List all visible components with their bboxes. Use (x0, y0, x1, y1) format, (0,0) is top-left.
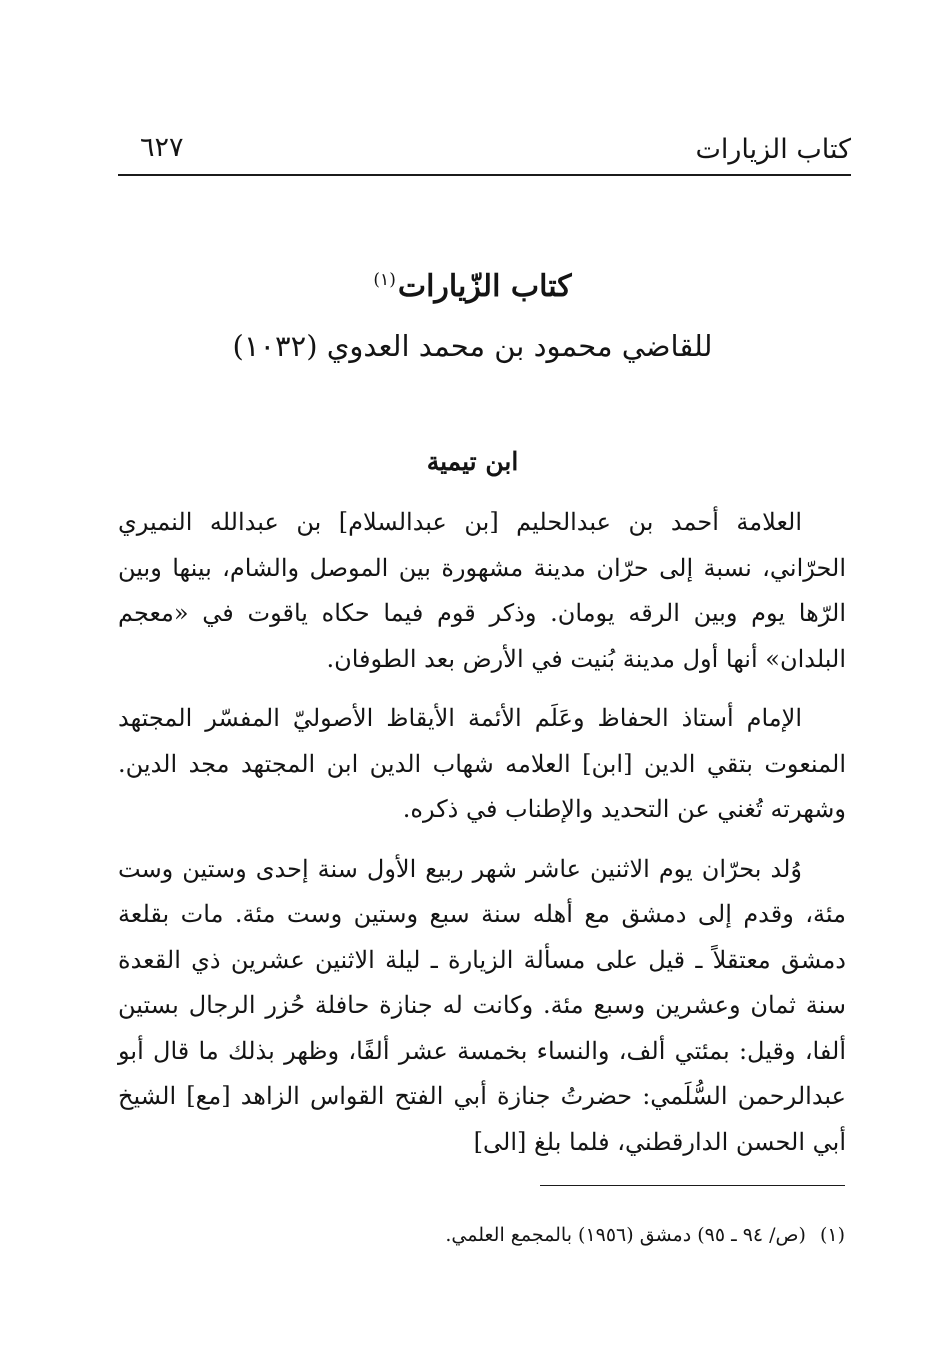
running-header (118, 128, 851, 176)
paragraph: الإمام أستاذ الحفاظ وعَلَم الأئمة الأيقاظ الأصوليّ المفسّر المجتهد المنعوت بتقي الدين [ابن] العلامه شهاب الدين ابن المجتهد مجد الدين. وشهرته تُغني عن التحديد والإطناب في ذكره. (118, 704, 846, 823)
section-heading: ابن تيمية (426, 447, 519, 476)
footnote-marker: (١) (819, 1224, 845, 1246)
footnote-text: (ص/ ٩٤ ـ ٩٥) دمشق (١٩٥٦) بالمجمع العلمي. (445, 1224, 806, 1246)
page-number: ٦٢٧ (140, 132, 184, 163)
footnote-reference: (١) (373, 270, 396, 290)
paragraph: وُلد بحرّان يوم الاثنين عاشر شهر ربيع الأول سنة إحدى وستين وست مئة، وقدم إلى دمشق مع أهله سنة سبع وستين وست مئة. مات بقلعة دمشق معتقلاً ـ قيل على مسألة الزيارة ـ ليلة الاثنين عشرين ذي القعدة سنة ثمان وعشرين وسبع مئة. وكانت له جنازة حافلة حُزر الرجال بستين ألفا، وقيل: بمئتي ألف، والنساء بخمسة عشر ألفًا، وظهر بذلك ما قال أبو عبدالرحمن السُّلَمي: حضرتُ جنازة أبي الفتح القواس الزاهد [مع] الشيخ أبي الحسن الدارقطني، فلما بلغ [الى] (118, 854, 846, 1156)
body-text (118, 500, 846, 1179)
book-title (0, 256, 945, 311)
footnote (445, 1220, 845, 1250)
book-title-text: كتاب الزّيارات (397, 269, 572, 304)
header-title: كتاب الزيارات (695, 134, 851, 165)
footnote-divider (540, 1185, 845, 1186)
paragraph: العلامة أحمد بن عبدالحليم [بن عبدالسلام] بن عبدالله النميري الحرّاني، نسبة إلى حرّان مدينة مشهورة بين الموصل والشام، بينها وبين الرّها يوم وبين الرقه يومان. وذكر قوم فيما حكاه ياقوت في «معجم البلدان» أنها أول مدينة بُنيت في الأرض بعد الطوفان. (118, 508, 846, 673)
book-author: للقاضي محمود بن محمد العدوي (١٠٣٢) (232, 329, 713, 363)
